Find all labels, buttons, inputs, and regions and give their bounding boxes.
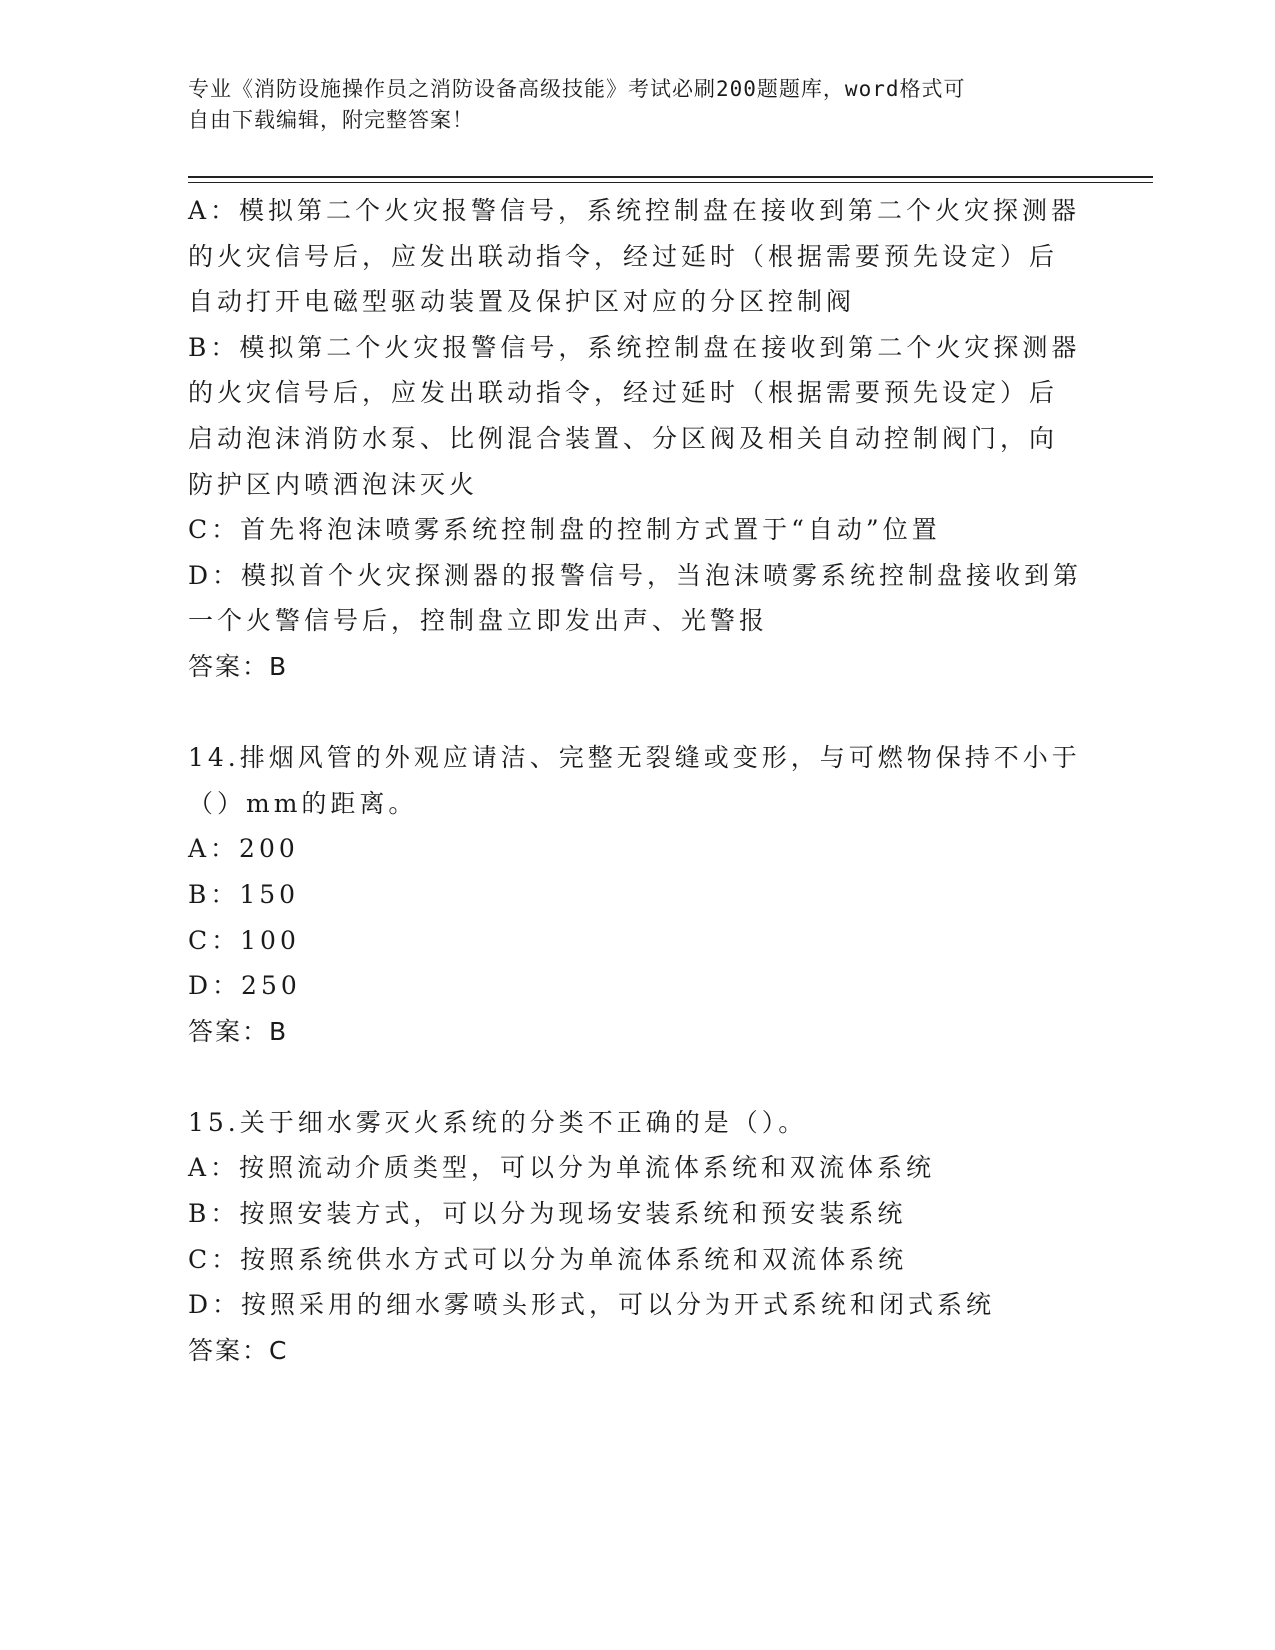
option-d: D：按照采用的细水雾喷头形式，可以分为开式系统和闭式系统 — [188, 1290, 996, 1320]
option-text-line: A：模拟第二个火灾报警信号，系统控制盘在接收到第二个火灾探测器 — [188, 196, 1081, 225]
header-line-2: 自由下载编辑，附完整答案！ — [188, 108, 474, 132]
option-b: B：150 — [188, 879, 300, 909]
question-13-continued — [188, 188, 1108, 690]
spacer — [188, 690, 1108, 736]
option-text-line: 的火灾信号后，应发出联动指令，经过延时（根据需要预先设定）后 — [188, 378, 1059, 408]
option-c: C：按照系统供水方式可以分为单流体系统和双流体系统 — [188, 1244, 908, 1274]
option-c: C：100 — [188, 925, 300, 955]
question-stem-line: 14.排烟风管的外观应请洁、完整无裂缝或变形，与可燃物保持不小于 — [188, 743, 1081, 773]
header-rule-thin — [188, 182, 1153, 183]
header-rule-thick — [188, 176, 1153, 178]
option-a — [188, 188, 1108, 325]
spacer — [188, 1054, 1108, 1100]
answer-line: 答案：B — [188, 1016, 289, 1046]
option-text-line: D：模拟首个火灾探测器的报警信号，当泡沫喷雾系统控制盘接收到第 — [188, 560, 1083, 590]
question-stem-line: （）mm的距离。 — [188, 788, 418, 818]
answer-line: 答案：B — [188, 651, 289, 681]
option-a: A：按照流动介质类型，可以分为单流体系统和双流体系统 — [188, 1153, 936, 1183]
option-text-line: B：模拟第二个火灾报警信号，系统控制盘在接收到第二个火灾探测器 — [188, 332, 1081, 362]
option-d: D：250 — [188, 971, 301, 1001]
option-text-line: 自动打开电磁型驱动装置及保护区对应的分区控制阀 — [188, 287, 856, 317]
option-text-line: 防护区内喷洒泡沫灭火 — [188, 469, 479, 499]
answer-line: 答案：C — [188, 1335, 289, 1365]
document-header — [188, 74, 1068, 136]
option-d — [188, 553, 1108, 644]
option-c: C：首先将泡沫喷雾系统控制盘的控制方式置于“自动”位置 — [188, 515, 941, 545]
option-b — [188, 325, 1108, 507]
question-15 — [188, 1100, 1108, 1374]
option-text-line: 一个火警信号后，控制盘立即发出声、光警报 — [188, 606, 769, 636]
option-a: A：200 — [188, 834, 299, 864]
option-b: B：按照安装方式，可以分为现场安装系统和预安装系统 — [188, 1199, 907, 1229]
option-text-line: 的火灾信号后，应发出联动指令，经过延时（根据需要预先设定）后 — [188, 241, 1059, 271]
question-14 — [188, 735, 1108, 1054]
document-body — [188, 188, 1108, 1373]
header-line-1: 专业《消防设施操作员之消防设备高级技能》考试必刷200题题库，word格式可 — [188, 77, 966, 101]
question-stem: 15.关于细水雾灭火系统的分类不正确的是（）。 — [188, 1107, 808, 1137]
option-text-line: 启动泡沫消防水泵、比例混合装置、分区阀及相关自动控制阀门，向 — [188, 423, 1059, 453]
